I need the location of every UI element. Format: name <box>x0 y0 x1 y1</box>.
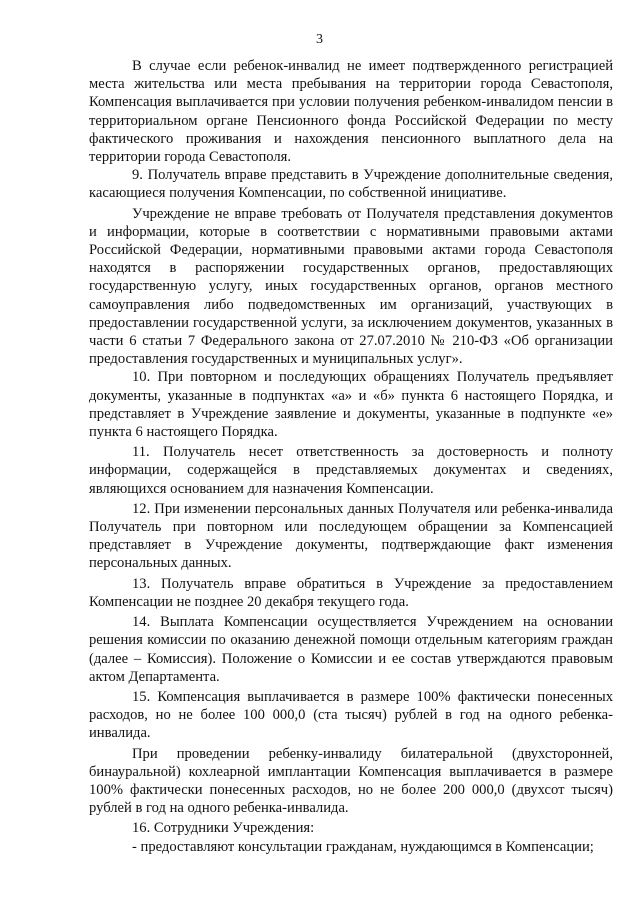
paragraph-12: 12. При изменении персональных данных Получателя или ребенка-инвалида Получатель при повторном или последующем обращении за Компенсацией представляет в Учреждение документы, подтверждающие факт изменения персональных данных. <box>89 500 613 572</box>
paragraph-no-demand-documents: Учреждение не вправе требовать от Получателя представления документов и информации, которые в соответствии с нормативными правовыми актами Российской Федерации, нормативными правовыми актами города Севастополя находятся в распоряжении государственных органов, предоставляющих государственную услугу, иных государственных органов, органов местного самоуправления либо подведомственных им организаций, участвующих в предоставлении государственной услуги, за исключением документов, указанных в части 6 статьи 7 Федерального закона от 27.07.2010 № 210-ФЗ «Об организации предоставления государственных и муниципальных услуг». <box>89 205 613 368</box>
paragraph-13: 13. Получатель вправе обратиться в Учреждение за предоставлением Компенсации не позднее 20 декабря текущего года. <box>89 575 613 610</box>
paragraph-bilateral-implant: При проведении ребенку-инвалиду билатеральной (двухсторонней, бинауральной) кохлеарной имплантации Компенсация выплачивается в размере 100% фактически понесенных расходов, но не более 200 000,0 (двухсот тысяч) рублей в год на одного ребенка-инвалида. <box>89 745 613 817</box>
paragraph-residence-condition: В случае если ребенок-инвалид не имеет подтвержденного регистрацией места жительства или места пребывания на территории города Севастополя, Компенсация выплачивается при условии получения ребенком-инвалидом пенсии в территориальном органе Пенсионного фонда Российской Федерации по месту фактического проживания и нахождения пенсионного выплатного дела на территории города Севастополя. <box>89 58 613 166</box>
paragraph-15: 15. Компенсация выплачивается в размере 100% фактически понесенных расходов, но не более 100 000,0 (ста тысяч) рублей в год на одного ребенка-инвалида. <box>89 688 613 742</box>
paragraph-10: 10. При повторном и последующих обращениях Получатель предъявляет документы, указанные в подпунктах «а» и «б» пункта 6 настоящего Порядка, и представляет в Учреждение заявление и документы, указанные в подпункте «е» пункта 6 настоящего Порядка. <box>89 369 613 441</box>
paragraph-11: 11. Получатель несет ответственность за достоверность и полноту информации, содержащейся в представляемых документах и сведениях, являющихся основанием для назначения Компенсации. <box>89 444 613 497</box>
paragraph-14: 14. Выплата Компенсации осуществляется Учреждением на основании решения комиссии по оказанию денежной помощи отдельным категориям граждан (далее – Комиссия). Положение о Комиссии и ее состав утверждаются правовым актом Департамента. <box>89 614 613 685</box>
paragraph-9: 9. Получатель вправе представить в Учреждение дополнительные сведения, касающиеся получения Компенсации, по собственной инициативе. <box>89 167 613 202</box>
paragraph-16: 16. Сотрудники Учреждения: <box>132 820 315 837</box>
document-body <box>89 57 613 856</box>
page-number: 3 <box>316 32 323 47</box>
paragraph-16-item-consultations: - предоставляют консультации гражданам, нуждающимся в Компенсации; <box>132 838 594 855</box>
